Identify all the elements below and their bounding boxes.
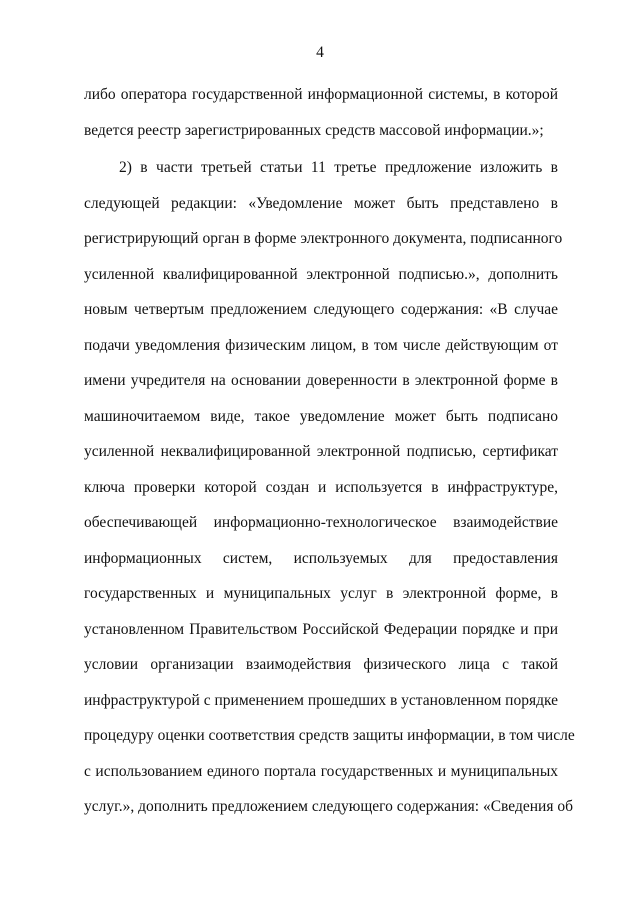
text-line: с использованием единого портала государственных и муниципальных	[84, 762, 558, 780]
text-line: машиночитаемом виде, такое уведомление может быть подписано	[84, 407, 558, 425]
text-line: регистрирующий орган в форме электронного документа, подписанного	[84, 230, 563, 247]
text-line: обеспечивающей информационно-технологическое взаимодействие	[84, 514, 558, 531]
text-line: ключа проверки которой создан и используется в инфраструктуре,	[84, 478, 558, 496]
text-line: установленном Правительством Российской Федерации порядке и при	[84, 620, 558, 638]
text-line: подачи уведомления физическим лицом, в том числе действующим от	[84, 336, 558, 354]
text-line: услуг.», дополнить предложением следующего содержания: «Сведения об	[84, 798, 573, 815]
text-line: государственных и муниципальных услуг в электронной форме, в	[84, 585, 558, 602]
text-line: имени учредителя на основании доверенности в электронной форме в	[84, 372, 558, 389]
text-line: условии организации взаимодействия физического лица с такой	[84, 656, 558, 673]
text-line: 2) в части третьей статьи 11 третье предложение изложить в	[119, 159, 558, 176]
text-line: либо оператора государственной информационной системы, в которой	[84, 86, 558, 103]
text-line: инфраструктурой с применением прошедших в установленном порядке	[84, 691, 558, 709]
text-line: ведется реестр зарегистрированных средств массовой информации.»;	[84, 121, 544, 139]
text-line: усиленной неквалифицированной электронной подписью, сертификат	[84, 443, 558, 460]
text-line: усиленной квалифицированной электронной подписью.», дополнить	[84, 265, 558, 283]
body-text	[84, 77, 575, 825]
text-line: новым четвертым предложением следующего содержания: «В случае	[84, 301, 558, 318]
page-number: 4	[316, 44, 324, 61]
text-line: следующей редакции: «Уведомление может быть представлено в	[84, 194, 558, 212]
text-line: информационных систем, используемых для предоставления	[84, 549, 558, 567]
text-line: процедуру оценки соответствия средств защиты информации, в том числе	[84, 727, 575, 744]
